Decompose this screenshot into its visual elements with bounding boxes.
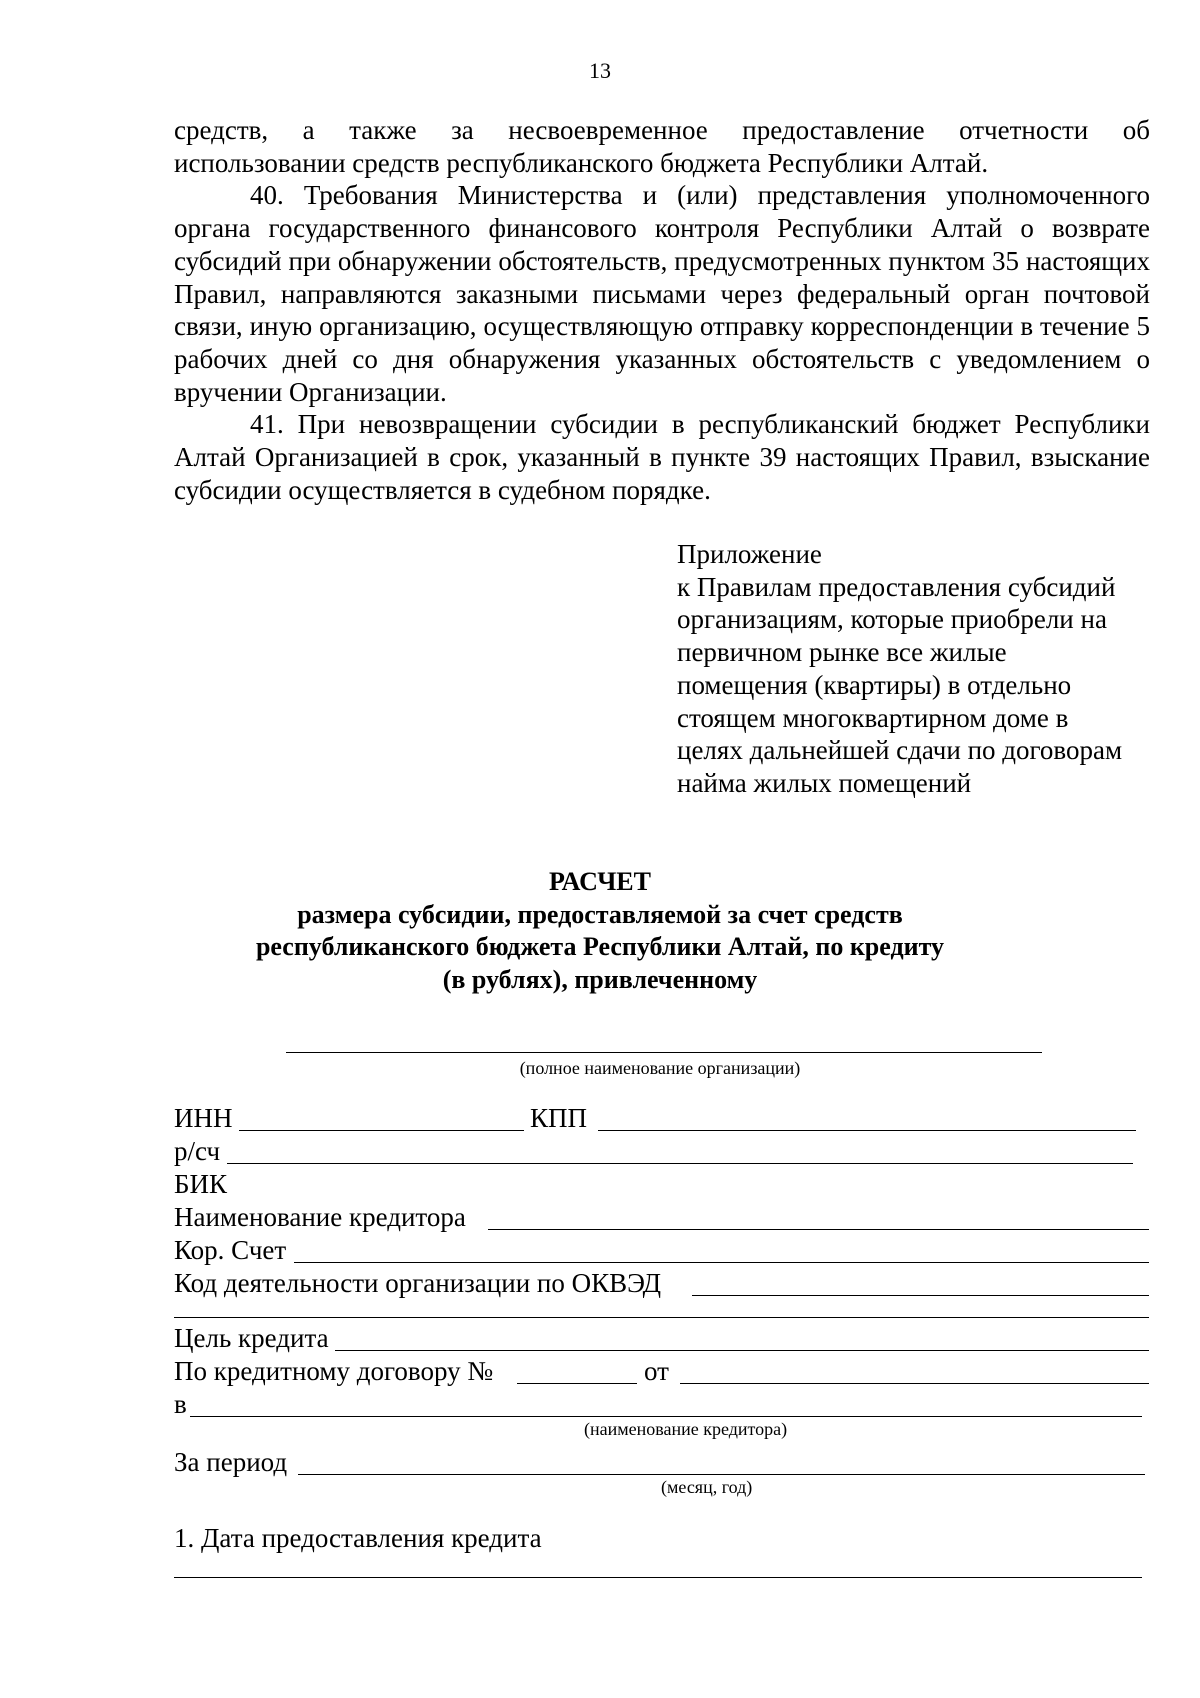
creditor-name-field[interactable] <box>488 1229 1149 1230</box>
appendix-line: Приложение <box>677 539 822 569</box>
title-heading: РАСЧЕТ <box>549 867 651 896</box>
appendix-line: к Правилам предоставления субсидий <box>677 571 1116 602</box>
period-label: За период <box>174 1447 288 1477</box>
kpp-label: КПП <box>530 1103 588 1133</box>
contract-date-field[interactable] <box>680 1383 1149 1384</box>
kpp-field[interactable] <box>598 1130 1136 1131</box>
okved-extra-line[interactable] <box>174 1317 1149 1318</box>
appendix-line: целях дальнейшей сдачи по договорам <box>677 735 1123 766</box>
credit-goal-field[interactable] <box>335 1350 1149 1351</box>
creditor-name-label: Наименование кредитора <box>174 1202 466 1232</box>
appendix-line: помещения (квартиры) в отдельно <box>677 669 1072 700</box>
okved-field[interactable] <box>692 1295 1149 1296</box>
paragraph-41: 41. При невозвращении субсидии в республиканский бюджет Республики Алтай Организацией в срок, указанный в пункте 39 настоящих Правил, взыскание субсидии осуществляется в судебном порядке. <box>174 409 1150 505</box>
appendix-line: стоящем многоквартирном доме в <box>677 702 1069 733</box>
paragraph-40: 40. Требования Министерства и (или) представления уполномоченного органа государственного финансового контроля Республики Алтай о возврате субсидий при обнаружении обстоятельств, предусмотренных пунктом 35 настоящих Правил, направляются заказными письмами через федеральный орган почтовой связи, иную организацию, осуществляющую отправку корреспонденции в течение 5 рабочих дней со дня обнаружения указанных обстоятельств с уведомлением о вручении Организации. <box>174 180 1150 407</box>
item-1-label: 1. Дата предоставления кредита <box>174 1523 542 1553</box>
inn-label: ИНН <box>174 1103 233 1133</box>
creditor-caption: (наименование кредитора) <box>584 1419 788 1439</box>
title-line: размера субсидии, предоставляемой за счет средств <box>297 899 903 929</box>
appendix-line: найма жилых помещений <box>677 767 972 798</box>
appendix-line: первичном рынке все жилые <box>677 637 1007 668</box>
appendix-note <box>677 538 1157 800</box>
appendix-line: организациям, которые приобрели на <box>677 604 1107 635</box>
page-number: 13 <box>589 58 611 83</box>
rs-label: р/сч <box>174 1136 221 1166</box>
item-1-field[interactable] <box>174 1577 1142 1578</box>
kor-schet-field[interactable] <box>294 1262 1149 1263</box>
period-field[interactable] <box>298 1474 1145 1475</box>
kor-schet-label: Кор. Счет <box>174 1235 287 1265</box>
rs-field[interactable] <box>227 1163 1133 1164</box>
paragraph-continued-line2: использовании средств республиканского бюджета Республики Алтай. <box>174 147 989 178</box>
contract-number-field[interactable] <box>517 1383 637 1384</box>
inn-field[interactable] <box>239 1130 524 1131</box>
contract-label: По кредитному договору № <box>174 1356 494 1386</box>
body-text <box>174 114 1150 506</box>
okved-label: Код деятельности организации по ОКВЭД <box>174 1268 662 1298</box>
period-caption: (месяц, год) <box>661 1477 753 1497</box>
organization-name-field[interactable] <box>286 1052 1042 1053</box>
paragraph-continued-line1: средств, а также за несвоевременное предоставление отчетности об <box>174 115 1150 145</box>
title-line: республиканского бюджета Республики Алтай, по кредиту <box>255 932 945 962</box>
title-line: (в рублях), привлеченному <box>442 965 758 995</box>
document-title <box>0 866 1200 997</box>
creditor-field[interactable] <box>190 1416 1142 1417</box>
credit-goal-label: Цель кредита <box>174 1323 329 1353</box>
bik-label: БИК <box>174 1169 228 1199</box>
organization-caption: (полное наименование организации) <box>519 1058 801 1078</box>
contract-from-label: от <box>644 1356 669 1386</box>
in-label: в <box>174 1389 187 1419</box>
